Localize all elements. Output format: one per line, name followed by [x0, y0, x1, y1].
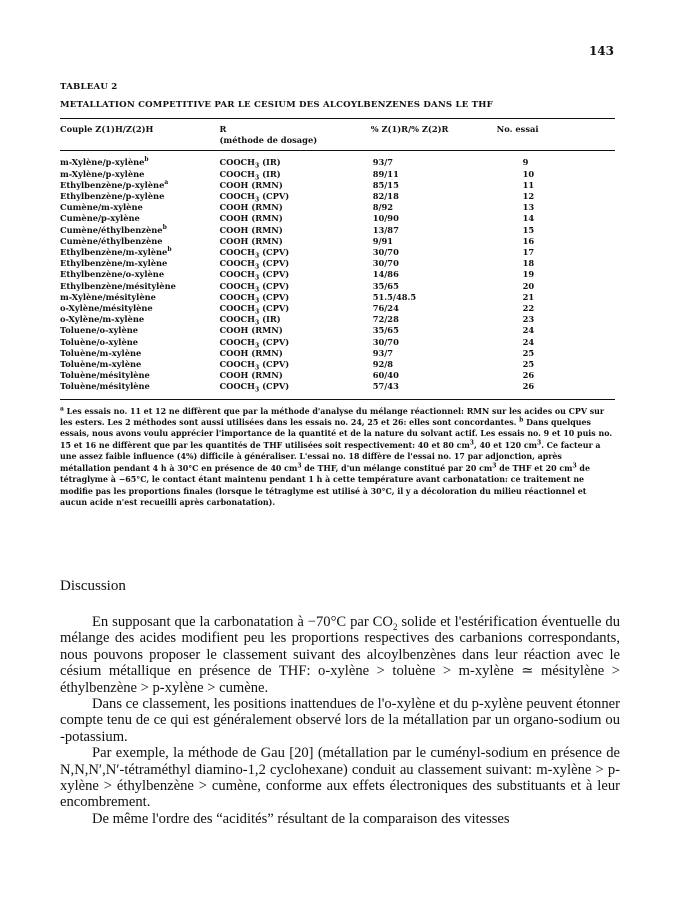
r-method: (IR)	[259, 314, 281, 325]
cell-ratio: 13/87	[372, 224, 399, 235]
footnote-b-text-2: , 40 et 120 cm	[473, 440, 537, 450]
footnote-marker: b	[162, 223, 167, 231]
cell-r: COOH (RMN)	[219, 235, 283, 246]
couple-text: Ethylbenzène/p-xylène	[60, 191, 165, 202]
table-row	[60, 370, 615, 381]
couple-text: Ethylbenzène/m-xylène	[60, 258, 168, 269]
table-row	[60, 247, 615, 258]
discussion-body	[60, 614, 620, 827]
footnote-b-text-6: de tétraglyme à −65°C, le contact étant maintenu pendant 1 h à cette température avant carbonatation: ce traitement ne modifie pas les proportions finales (lorsque le tétraglyme est utilisé à 30°C, il y a décoloration du milieu réactionnel et aucun acide n'est recueilli après carbonatation).	[60, 463, 590, 507]
discussion-paragraph-2: Dans ce classement, les positions inattendues de l'o-xylène et du p-xylène peuvent étonner compte tenu de ce qui est généralement observé lors de la métallation par un organo-sodium ou -potassium.	[60, 696, 620, 745]
table-row	[60, 258, 615, 269]
r-subscript: 3	[255, 196, 260, 204]
footnote-a-text: Les essais no. 11 et 12 ne diffèrent que par la méthode d'analyse du mélange réactionnel: RMN sur les acides ou CPV sur les esters. Les 2 méthodes sont aussi utilisées dans les essais no. 24, 25 et 26: elles sont concordantes.	[60, 406, 605, 428]
r-text: COOCH	[219, 303, 255, 314]
cell-couple	[60, 381, 219, 394]
cell-r: COOH (RMN)	[219, 347, 283, 358]
r-text: COOCH	[219, 157, 255, 168]
header-r	[219, 119, 370, 146]
couple-text: o-Xylène/mésitylène	[60, 303, 153, 314]
cell-couple	[60, 169, 219, 180]
r-subscript: 3	[255, 308, 260, 316]
couple-text: o-Xylène/m-xylène	[60, 314, 145, 325]
couple-text: Ethylbenzène/m-xylène	[60, 247, 168, 258]
r-method: (CPV)	[259, 303, 290, 314]
cell-couple	[60, 292, 219, 303]
cell-r	[219, 151, 370, 171]
cell-essai: 14	[522, 213, 535, 224]
cell-couple	[60, 225, 219, 236]
couple-text: Toluène/mésitylène	[60, 370, 150, 381]
table-title: METALLATION COMPETITIVE PAR LE CESIUM DES ALCOYLBENZENES DANS LE THF	[60, 100, 493, 110]
cell-couple	[60, 258, 219, 269]
cell-couple	[60, 180, 219, 191]
cell-ratio: 8/92	[372, 202, 394, 213]
cell-ratio: 92/8	[372, 359, 394, 370]
cell-ratio: 60/40	[372, 370, 399, 381]
footnote-marker: b	[144, 156, 149, 164]
cell-ratio: 93/7	[372, 157, 394, 168]
cell-couple	[60, 303, 219, 314]
r-method: (CPV)	[259, 191, 290, 202]
r-method: (IR)	[259, 168, 281, 179]
r-text: COOCH	[219, 258, 255, 269]
r-text: COOCH	[219, 280, 255, 291]
r-method: (CPV)	[259, 280, 290, 291]
subscript: 2	[392, 621, 398, 632]
couple-text: Cumène/p-xylène	[60, 213, 140, 224]
r-method: (CPV)	[259, 359, 290, 370]
header-essai: No. essai	[496, 124, 539, 134]
r-subscript: 3	[255, 364, 260, 372]
couple-text: Toluene/o-xylène	[60, 325, 139, 336]
couple-text: Toluène/o-xylène	[60, 336, 139, 347]
footnote-marker: b	[167, 246, 172, 254]
couple-text: Cumène/éthylbenzène	[60, 224, 163, 235]
table-row	[60, 180, 615, 191]
r-method: (CPV)	[259, 336, 290, 347]
cell-r: COOH (RMN)	[219, 179, 283, 190]
table-row	[60, 202, 615, 213]
cell-couple	[60, 191, 219, 202]
cell-r	[219, 314, 370, 325]
cell-couple	[60, 236, 219, 247]
couple-text: m-Xylène/p-xylène	[60, 168, 145, 179]
results-table	[60, 119, 615, 395]
cell-essai: 21	[522, 291, 535, 302]
cell-essai: 26	[522, 381, 535, 392]
cell-essai: 24	[522, 325, 535, 336]
cell-couple	[60, 370, 219, 381]
table-row	[60, 191, 615, 202]
cell-ratio: 85/15	[372, 179, 399, 190]
cell-couple	[60, 281, 219, 292]
cell-essai: 10	[522, 168, 535, 179]
cell-ratio: 89/11	[372, 168, 399, 179]
discussion-paragraph-3: Par exemple, la méthode de Gau [20] (métallation par le cuményl-sodium en présence de N,N,N′,N′-tétraméthyl diamino-1,2 cyclohexane) conduit au classement suivant: m-xylène > p-xylène > éthylbenzène > cumène, conforme aux effets électroniques des substituants et à leur encombrement.	[60, 745, 620, 811]
r-method: (IR)	[259, 157, 281, 168]
cell-r: COOH (RMN)	[219, 370, 283, 381]
header-ratio: % Z(1)R/% Z(2)R	[370, 124, 449, 134]
r-method: (CPV)	[259, 247, 290, 258]
cell-couple	[60, 314, 219, 325]
cell-couple	[60, 337, 219, 348]
cell-r	[219, 247, 370, 258]
cell-essai: 19	[522, 269, 535, 280]
cell-r	[219, 269, 370, 283]
r-subscript: 3	[255, 286, 260, 294]
cell-couple	[60, 151, 219, 168]
cell-couple	[60, 247, 219, 258]
cell-ratio: 10/90	[372, 213, 399, 224]
cell-r	[219, 191, 370, 202]
table-row	[60, 151, 615, 168]
cell-r	[219, 169, 370, 180]
r-text: COOCH	[219, 291, 255, 302]
cell-essai: 13	[522, 202, 535, 213]
cell-essai: 25	[522, 359, 535, 370]
cell-ratio: 57/43	[372, 381, 399, 392]
table-row	[60, 325, 615, 336]
r-text: COOCH	[219, 336, 255, 347]
cell-ratio: 30/70	[372, 247, 399, 258]
footnote-b-sup: 3	[572, 462, 577, 470]
table-row	[60, 359, 615, 370]
r-text: COOCH	[219, 269, 255, 280]
section-heading-discussion: Discussion	[60, 578, 126, 594]
couple-text: Toluène/m-xylène	[60, 347, 142, 358]
page-number: 143	[588, 44, 614, 58]
r-subscript: 3	[255, 163, 260, 171]
cell-couple	[60, 202, 219, 213]
footnote-marker: a	[164, 179, 169, 187]
r-method: (CPV)	[259, 381, 290, 392]
cell-r	[219, 303, 370, 314]
table-block	[60, 82, 615, 508]
r-text: COOCH	[219, 381, 255, 392]
footnote-b-marker: b	[519, 416, 524, 424]
couple-text: Toluène/m-xylène	[60, 359, 142, 370]
table-row	[60, 213, 615, 224]
cell-r: COOH (RMN)	[219, 202, 283, 213]
cell-couple	[60, 325, 219, 336]
cell-r	[219, 258, 370, 269]
cell-essai: 18	[522, 258, 535, 269]
r-subscript: 3	[255, 252, 260, 260]
paragraph-text: En supposant que la carbonatation à −70°C par CO	[92, 614, 393, 630]
cell-ratio: 9/91	[372, 235, 394, 246]
table-row	[60, 303, 615, 314]
r-text: COOCH	[219, 168, 255, 179]
footnote-b-sup: 3	[492, 462, 497, 470]
header-r-line1: R	[219, 124, 227, 134]
table-row	[60, 281, 615, 292]
table-bottom-rule	[60, 399, 615, 400]
table-body	[60, 151, 615, 394]
table-row	[60, 381, 615, 394]
cell-r	[219, 359, 370, 370]
cell-couple	[60, 269, 219, 280]
cell-ratio: 30/70	[372, 258, 399, 269]
discussion-paragraph-1	[60, 614, 620, 696]
cell-r	[219, 292, 370, 303]
cell-ratio: 82/18	[372, 191, 399, 202]
r-text: COOCH	[219, 314, 255, 325]
couple-text: Ethylbenzène/o-xylène	[60, 269, 165, 280]
cell-r: COOH (RMN)	[219, 224, 283, 235]
header-r-line2: (méthode de dosage)	[219, 135, 318, 146]
footnote-b-sup: 3	[297, 462, 302, 470]
table-label: TABLEAU 2	[60, 82, 118, 92]
cell-essai: 23	[522, 314, 535, 325]
cell-r: COOH (RMN)	[219, 325, 283, 336]
cell-essai: 22	[522, 303, 535, 314]
cell-r	[219, 337, 370, 348]
table-header-row	[60, 119, 615, 146]
r-text: COOCH	[219, 359, 255, 370]
footnote-b-text-1: Dans quelques essais, nous avons voulu apprécier l'importance de la quantité et de la nature du solvant actif. Les essais no. 9 et 10 puis no. 15 et 16 ne diffèrent que par les quantités de THF utilisées soit respectivement: 40 et 80 cm	[60, 418, 613, 450]
cell-essai: 15	[522, 224, 535, 235]
couple-text: m-Xylène/mésitylène	[60, 291, 156, 302]
footnote-b-sup: 3	[469, 439, 474, 447]
cell-essai: 20	[522, 280, 535, 291]
footnote-b-sup: 3	[537, 439, 542, 447]
header-couple: Couple Z(1)H/Z(2)H	[60, 124, 154, 134]
cell-couple	[60, 359, 219, 370]
cell-couple	[60, 213, 219, 224]
couple-text: Cumène/éthylbenzène	[60, 235, 163, 246]
cell-couple	[60, 348, 219, 359]
cell-essai: 24	[522, 336, 535, 347]
cell-ratio: 30/70	[372, 336, 399, 347]
cell-ratio: 51.5/48.5	[372, 291, 417, 302]
cell-essai: 12	[522, 191, 535, 202]
table-row	[60, 348, 615, 359]
cell-essai: 17	[522, 247, 535, 258]
paragraph-text: solide et l'estérification éventuelle du mélange des acides modifient peu les proportions respectives des carbanions correspondants, nous pouvons proposer le classement suivant des alcoylbenzènes dans leur réaction avec le césium métallique en présence de THF: o-xylène > toluène > m-xylène ≃ mésitylène > éthylbenzène > p-xylène > cumène.	[60, 614, 620, 696]
couple-text: Toluène/mésitylène	[60, 381, 150, 392]
couple-text: m-Xylène/p-xylène	[60, 157, 145, 168]
cell-r	[219, 281, 370, 292]
cell-ratio: 35/65	[372, 280, 399, 291]
table-row	[60, 269, 615, 280]
r-subscript: 3	[255, 263, 260, 271]
r-subscript: 3	[255, 297, 260, 305]
cell-essai: 26	[522, 370, 535, 381]
couple-text: Cumène/m-xylène	[60, 202, 143, 213]
table-footnotes	[60, 406, 615, 509]
couple-text: Ethylbenzène/mésitylène	[60, 280, 176, 291]
table-row	[60, 314, 615, 325]
discussion-paragraph-4: De même l'ordre des “acidités” résultant de la comparaison des vitesses	[92, 810, 510, 827]
footnote-a-marker: a	[60, 405, 64, 413]
r-method: (CPV)	[259, 291, 290, 302]
cell-essai: 25	[522, 347, 535, 358]
r-text: COOCH	[219, 191, 255, 202]
table-row	[60, 225, 615, 236]
r-subscript: 3	[255, 387, 260, 395]
cell-r	[219, 381, 370, 394]
table-row	[60, 236, 615, 247]
couple-text: Ethylbenzène/p-xylène	[60, 179, 165, 190]
table-row	[60, 169, 615, 180]
r-method: (CPV)	[259, 269, 290, 280]
footnote-b-text-3: . Ce facteur a une assez faible influence (4%) difficile à généraliser. L'essai no. 18 diffère de l'essai no. 17 par adjonction, après métallation pendant 4 h à 30°C en présence de 40 cm	[60, 440, 601, 473]
cell-r: COOH (RMN)	[219, 213, 283, 224]
table-row	[60, 337, 615, 348]
r-subscript: 3	[255, 275, 260, 283]
footnote-b-text-4: de THF, d'un mélange constitué par 20 cm	[301, 463, 493, 473]
cell-ratio: 93/7	[372, 347, 394, 358]
cell-essai: 16	[522, 235, 535, 246]
r-subscript: 3	[255, 319, 260, 327]
r-text: COOCH	[219, 247, 255, 258]
cell-ratio: 14/86	[372, 269, 399, 280]
table-row	[60, 292, 615, 303]
cell-essai: 9	[522, 157, 529, 168]
r-method: (CPV)	[259, 258, 290, 269]
cell-ratio: 76/24	[372, 303, 399, 314]
r-subscript: 3	[255, 174, 260, 182]
cell-ratio: 35/65	[372, 325, 399, 336]
footnote-b-text-5: de THF et 20 cm	[496, 463, 573, 473]
cell-ratio: 72/28	[372, 314, 399, 325]
r-subscript: 3	[255, 342, 260, 350]
cell-essai: 11	[522, 179, 535, 190]
